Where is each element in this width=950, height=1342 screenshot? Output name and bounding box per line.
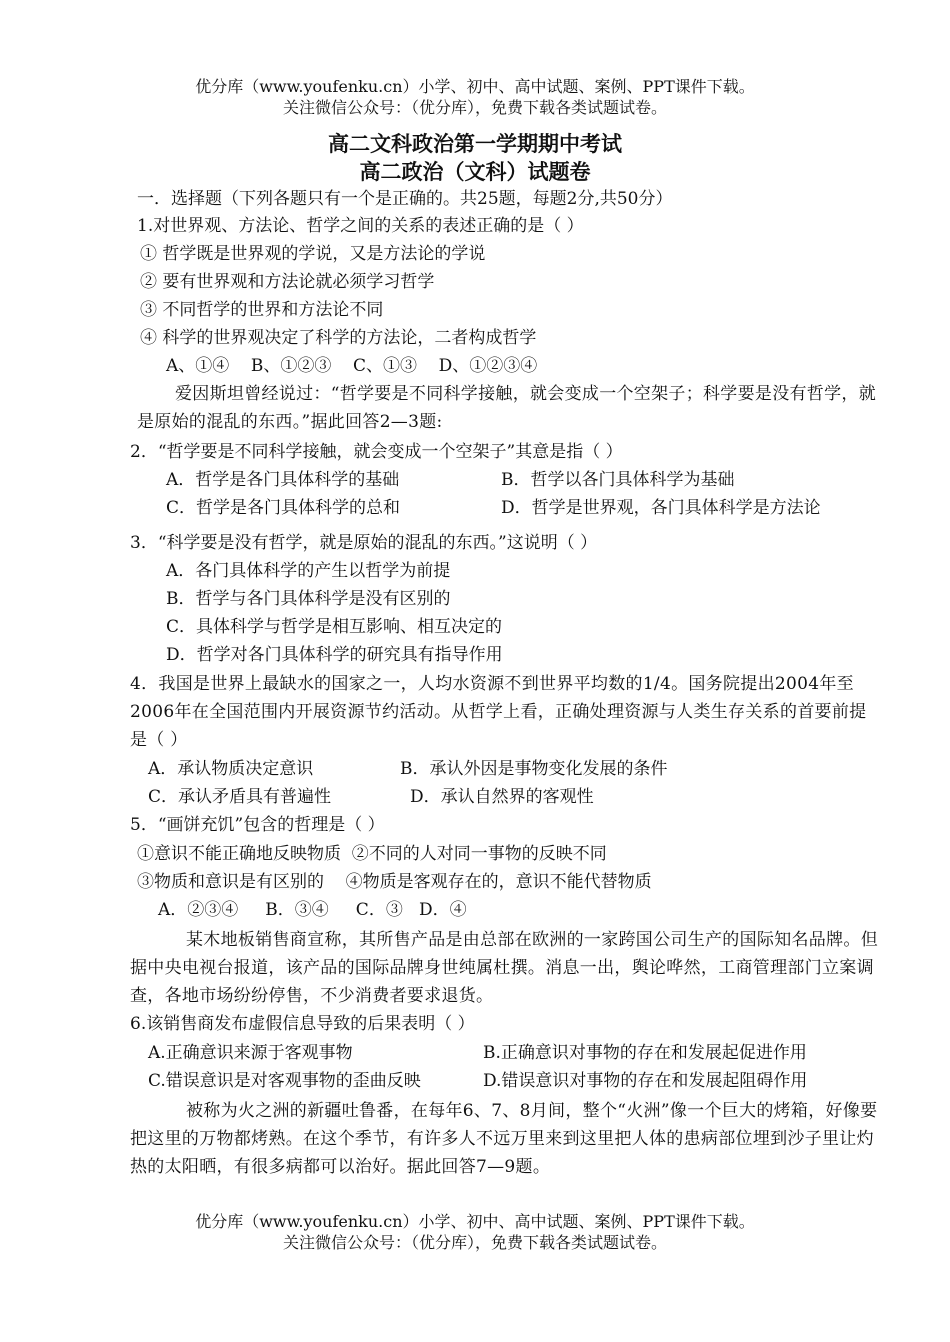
q4-options-row-2: [148, 785, 594, 809]
q5-stem: 5．“画饼充饥”包含的哲理是（ ）: [130, 815, 385, 835]
q1-item-1: ① 哲学既是世界观的学说，又是方法论的学说: [140, 244, 486, 264]
q5-items-row-2: ③物质和意识是有区别的 ④物质是客观存在的，意识不能代替物质: [137, 872, 652, 892]
q6-option-a: A.正确意识来源于客观事物: [148, 1043, 353, 1063]
q4-option-a: A．承认物质决定意识: [148, 759, 314, 779]
header-line-2: 关注微信公众号：（优分库），免费下载各类试题试卷。: [282, 98, 667, 117]
q3-option-a: A．各门具体科学的产生以哲学为前提: [166, 561, 451, 581]
section-heading: 一．选择题（下列各题只有一个是正确的。共25题，每题2分,共50分）: [137, 189, 673, 209]
q4-option-b: B．承认外因是事物变化发展的条件: [400, 759, 668, 779]
header-line-1: 优分库（www.youfenku.cn）小学、初中、高中试题、案例、PPT课件下载。: [195, 77, 755, 96]
q3-option-c: C．具体科学与哲学是相互影响、相互决定的: [166, 617, 503, 637]
q4-option-c: C．承认矛盾具有普遍性: [148, 787, 332, 807]
q1-item-3: ③ 不同哲学的世界和方法论不同: [140, 300, 384, 320]
exam-title: 高二文科政治第一学期期中考试: [328, 131, 622, 156]
q5-options: A．②③④ B．③④ C．③ D．④: [158, 900, 467, 920]
q4-option-d: D．承认自然界的客观性: [410, 787, 594, 807]
q2-options-row-1: [166, 468, 735, 492]
q2-option-b: B．哲学以各门具体科学为基础: [501, 470, 735, 490]
q1-item-4: ④ 科学的世界观决定了科学的方法论，二者构成哲学: [140, 328, 537, 348]
q3-stem: 3．“科学要是没有哲学，就是原始的混乱的东西。”这说明（ ）: [130, 533, 598, 553]
q2-option-a: A．哲学是各门具体科学的基础: [166, 470, 400, 490]
footer-line-1: 优分库（www.youfenku.cn）小学、初中、高中试题、案例、PPT课件下载。: [195, 1212, 755, 1231]
q1-item-2: ② 要有世界观和方法论就必须学习哲学: [140, 272, 435, 292]
exam-subtitle: 高二政治（文科）试题卷: [359, 159, 591, 184]
q2-options-row-2: [166, 496, 821, 520]
q4-stem: 4．我国是世界上最缺水的国家之一，人均水资源不到世界平均数的1/4。国务院提出2004年至2006年在全国范围内开展资源节约活动。从哲学上看，正确处理资源与人类生存关系的首要前提是（ ）: [130, 674, 867, 750]
q6-option-b: B.正确意识对事物的存在和发展起促进作用: [483, 1043, 807, 1063]
q2-stem: 2．“哲学要是不同科学接触，就会变成一个空架子”其意是指（ ）: [130, 442, 623, 462]
q6-options-row-1: [148, 1041, 807, 1065]
passage-floor-seller: 某木地板销售商宣称，其所售产品是由总部在欧洲的一家跨国公司生产的国际知名品牌。但据中央电视台报道，该产品的国际品牌身世纯属杜撰。消息一出，舆论哗然，工商管理部门立案调查，各地市场纷纷停售，不少消费者要求退货。: [130, 930, 878, 1006]
q1-options: A、①④ B、①②③ C、①③ D、①②③④: [166, 356, 538, 376]
q6-stem: 6.该销售商发布虚假信息导致的后果表明（ ）: [130, 1014, 475, 1034]
footer-line-2: 关注微信公众号：（优分库），免费下载各类试题试卷。: [282, 1233, 667, 1252]
q5-items-row-1: ①意识不能正确地反映物质 ②不同的人对同一事物的反映不同: [137, 844, 607, 864]
q3-option-d: D．哲学对各门具体科学的研究具有指导作用: [166, 645, 503, 665]
passage-turpan: 被称为火之洲的新疆吐鲁番，在每年6、7、8月间，整个“火洲”像一个巨大的烤箱，好像要把这里的万物都烤熟。在这个季节，有许多人不远万里来到这里把人体的患病部位埋到沙子里让灼热的太阳晒，有很多病都可以治好。据此回答7—9题。: [130, 1101, 878, 1177]
q2-option-d: D．哲学是世界观，各门具体科学是方法论: [501, 498, 821, 518]
q1-stem: 1.对世界观、方法论、哲学之间的关系的表述正确的是（ ）: [137, 216, 584, 236]
q4-options-row-1: [148, 757, 668, 781]
q6-option-d: D.错误意识对事物的存在和发展起阻碍作用: [483, 1071, 808, 1091]
q6-options-row-2: [148, 1069, 807, 1093]
passage-einstein: 爱因斯坦曾经说过：“哲学要是不同科学接触，就会变成一个空架子；科学要是没有哲学，就是原始的混乱的东西。”据此回答2—3题:: [137, 384, 876, 432]
q6-option-c: C.错误意识是对客观事物的歪曲反映: [148, 1071, 421, 1091]
q2-option-c: C．哲学是各门具体科学的总和: [166, 498, 401, 518]
q3-option-b: B．哲学与各门具体科学是没有区别的: [166, 589, 451, 609]
